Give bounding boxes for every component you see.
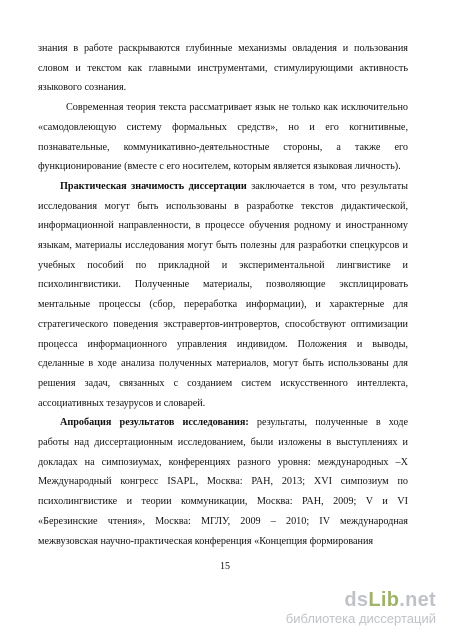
paragraph-text: Современная теория текста рассматривает язык не только как исключительно «самодовлеющую систему формальных средств», но и его когнитивные, познавательные, коммуникативно-деятельностные стороны, а также его функционирование (вместе с его носителем, которым является языковая личность). [38,102,408,173]
watermark-logo [286,590,436,610]
paragraph-heading: Апробация результатов исследования: [60,417,249,429]
paragraph-text: результаты, полученные в ходе работы над диссертационным исследованием, были изложены в выступлениях и докладах на симпозиумах, конференциях разного уровня: международных –X Международный конгресс ISAPL, Москва: РАН, 2013; XVI симпозиум по психолингвистике и теории коммуникации, Москва: РАН, 2009; V и VI «Березинские чтения», Москва: МГЛУ, 2009 – 2010; IV международная межвузовская научно-практическая конференция «Концепция формирования [38,417,408,547]
page-number: 15 [220,561,230,572]
paragraph-practical-significance [38,177,408,413]
paragraph-continuation [38,39,408,98]
paragraph-theory [38,98,408,177]
watermark [286,590,436,627]
body-text [38,39,408,551]
logo-ds: ds [344,589,369,611]
logo-lib: Lib [368,589,400,611]
paragraph-text: заключается в том, что результаты исследования могут быть использованы в разработке текстов дидактической, информационной направленности, в процессе обучения родному и иностранному языкам, материалы исследования могут быть полезны для разработки спецкурсов и учебных пособий по прикладной и экспериментальной лингвистике и психолингвистики. Полученные материалы, позволяющие эксплицировать ментальные процессы (сбор, переработка информации), и характерные для стратегического поведения экстравертов-интровертов, способствуют оптимизации процесса информационного управления индивидом. Положения и выводы, сделанные в ходе анализа полученных материалов, могут быть использованы для решения задач, связанных с созданием систем искусственного интеллекта, ассоциативных тезаурусов и словарей. [38,180,408,409]
watermark-subtitle: библиотека диссертаций [285,611,436,626]
paragraph-text: знания в работе раскрываются глубинные механизмы овладения и пользования словом и текстом как главными инструментами, стимулирующими активность языкового сознания. [38,43,408,94]
paragraph-heading: Практическая значимость диссертации [60,180,247,192]
logo-net: .net [399,589,436,611]
paragraph-approbation [38,413,408,551]
